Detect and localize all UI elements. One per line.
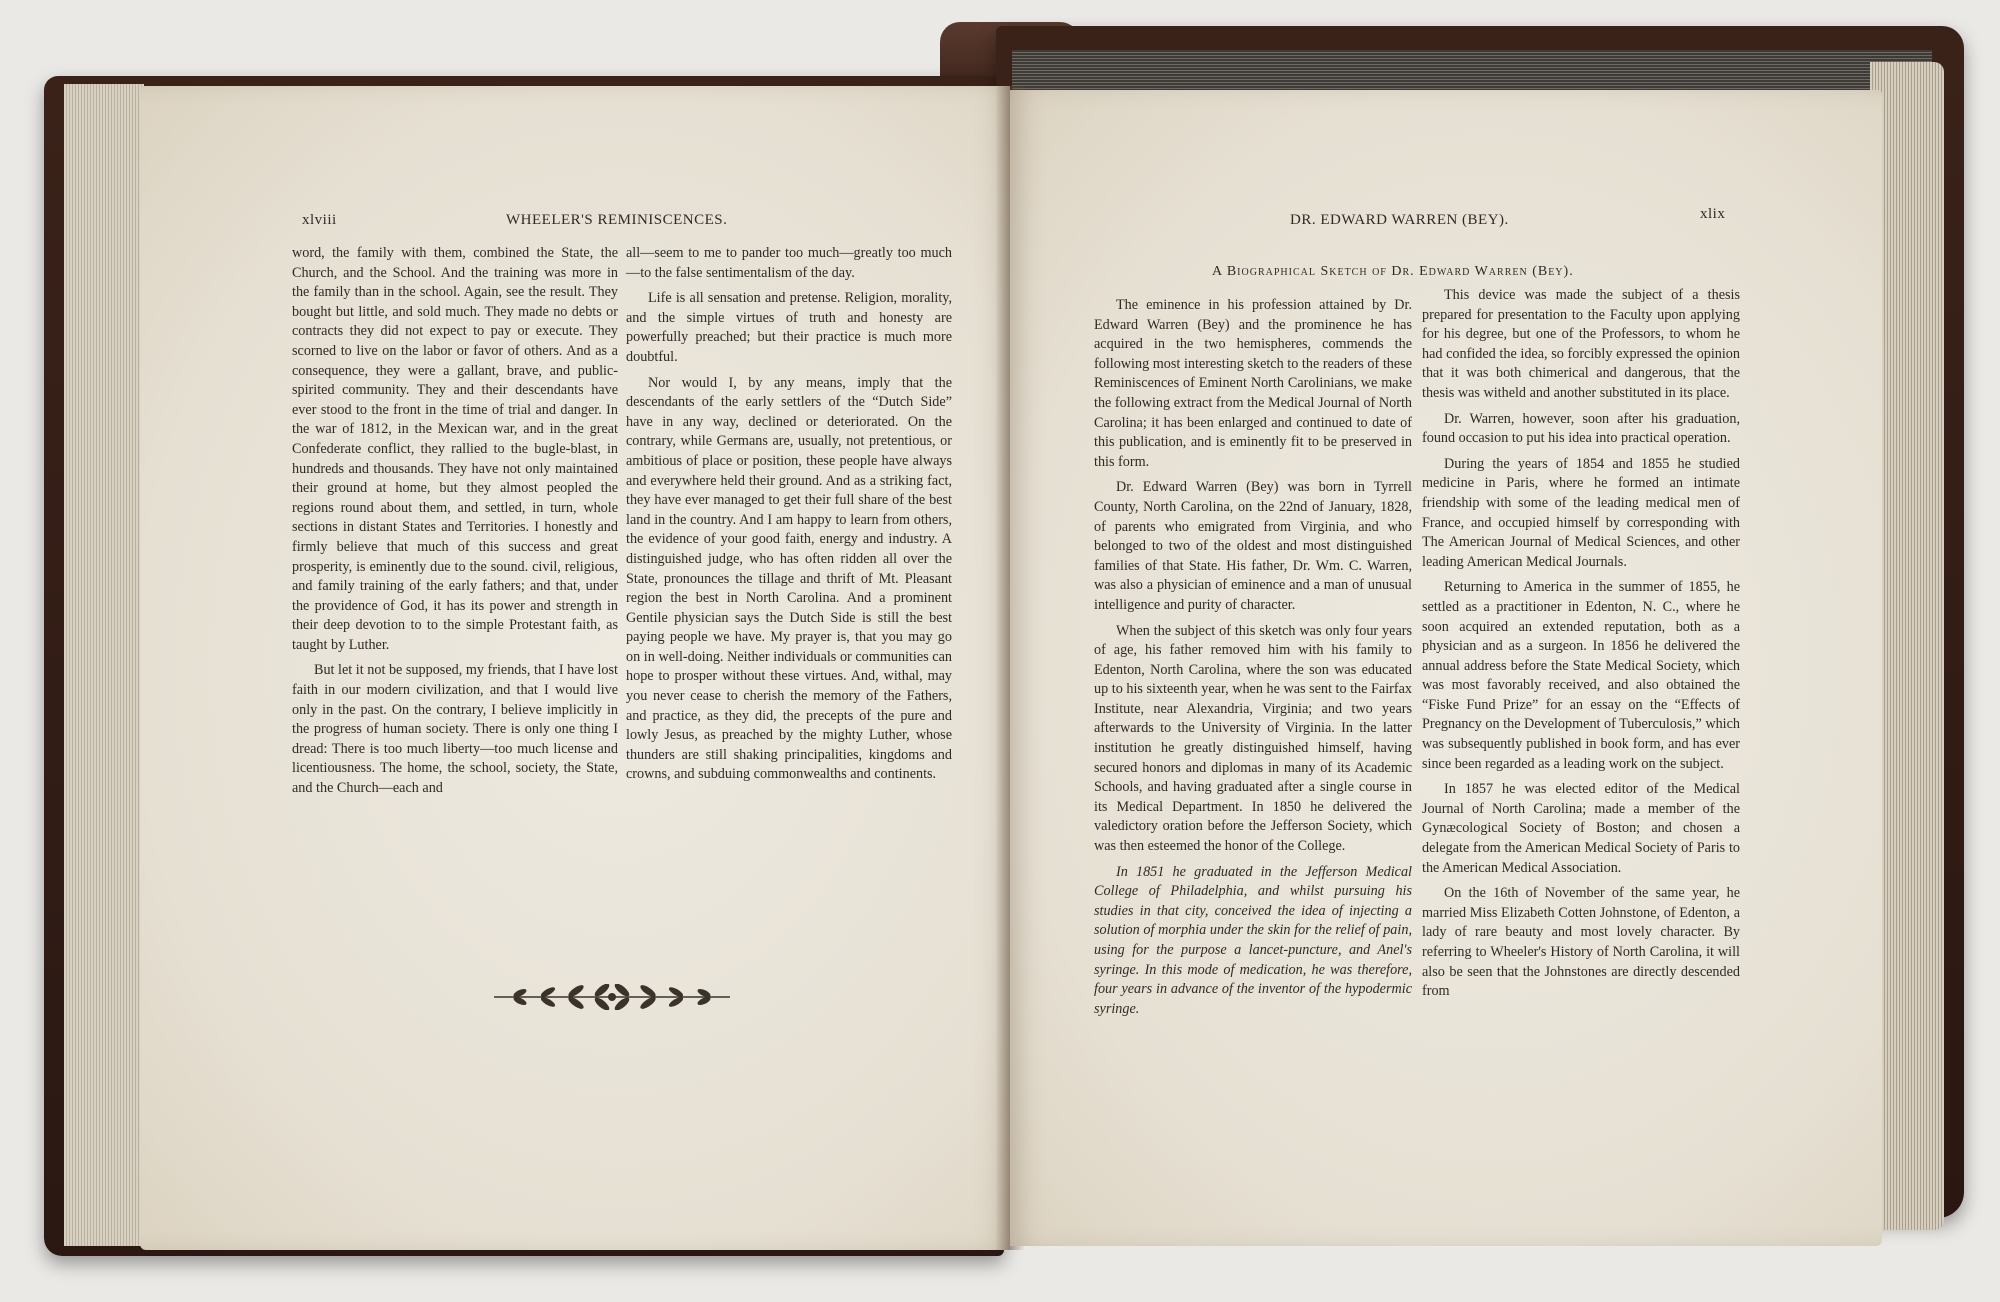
paragraph: On the 16th of November of the same year, he married Miss Elizabeth Cotten Johnstone, of Edenton, a lady of rare beauty and most lovely character. By referring to Wheeler's History of North Carolina, it will also be seen that the Johnstones are directly descended from [1422, 885, 1740, 1000]
sketch-title: A Biographical Sketch of Dr. Edward Warren (Bey). [1212, 264, 1574, 279]
right-page-number: xlix [1700, 206, 1726, 222]
paragraph: Nor would I, by any means, imply that the descendants of the early settlers of the “Dutch Side” have in any way, declined or deteriorated. On the contrary, while Germans are, usually, not pretentious, or ambitious of place or position, these people have always and everywhere held their ground. And as a striking fact, they have ever managed to get their full share of the best land in the country. And I am happy to learn from others, the evidence of your good faith, energy and industry. A distinguished judge, who has often ridden all over the State, pronounces the tillage and thrift of Mt. Pleasant region the best in North Carolina. And a prominent Gentile physician says the Dutch Side is still the best paying people we have. My prayer is, that you may go on in well-doing. Neither individuals or communities can hope to prosper without these virtues. And, withal, may you never cease to cherish the memory of the Fathers, and practice, as they did, the precepts of the pure and lowly Jesus, as preached by the mighty Luther, whose thunders are still shaking principalities, kingdoms and crowns, and subduing commonwealths and continents. [626, 374, 952, 783]
left-page-column-2 [626, 244, 952, 791]
left-page-column-1 [292, 244, 618, 805]
paragraph: Dr. Edward Warren (Bey) was born in Tyrrell County, North Carolina, on the 22nd of January, 1828, of parents who emigrated from Virginia, and who belonged to two of the oldest and most distinguished families of that State. His father, Dr. Wm. C. Warren, was also a physician of eminence and a man of unusual intelligence and purity of character. [1094, 479, 1412, 613]
left-page [140, 86, 1010, 1250]
paragraph: But let it not be supposed, my friends, that I have lost faith in our modern civilization, and that I would live only in the past. On the contrary, I believe implicitly in the progress of human society. There is only one thing I dread: There is too much liberty—too much license and licentiousness. The home, the school, society, the State, and the Church—each and [292, 662, 618, 797]
paragraph: Dr. Warren, however, soon after his graduation, found occasion to put his idea into practical operation. [1422, 410, 1740, 447]
page-stack-left [64, 84, 144, 1246]
paragraph: In 1851 he graduated in the Jefferson Medical College of Philadelphia, and whilst pursuing his studies in that city, conceived the idea of injecting a solution of morphia under the skin for the relief of pain, using for the purpose a lancet-puncture, and Anel's syringe. In this mode of medication, he was therefore, four years in advance of the inventor of the hypodermic syringe. [1094, 863, 1412, 1017]
page-block-top-edge [1012, 50, 1932, 94]
left-page-number: xlviii [302, 212, 337, 228]
paragraph: This device was made the subject of a thesis prepared for presentation to the Faculty upon applying for his degree, but one of the Professors, to whom he had confided the idea, so forcibly expressed the opinion that it was both chimerical and dangerous, that the thesis was witheld and another substituted in its place. [1422, 287, 1740, 401]
left-running-head: WHEELER'S REMINISCENCES. [506, 212, 728, 228]
floral-ornament-icon [490, 984, 734, 1010]
paragraph: word, the family with them, combined the State, the Church, and the School. And the training was more in the family than in the school. Again, see the result. They bought but little, and sold much. They made no debts or contracts they did not expect to pay or execute. They scorned to live on the labor or favor of others. And as a consequence, they were a gallant, brave, and public-spirited community. They and their descendants have ever stood to the front in the time of trial and danger. In the war of 1812, in the Mexican war, and in the great Confederate conflict, they rallied to the bugle-blast, in hundreds and thousands. They have not only maintained their ground at home, but they almost peopled the regions round about them, and settled, in turn, whole sections in distant States and Territories. I honestly and firmly believe that much of this success and great prosperity, is eminently due to the sound. civil, religious, and family training of the early fathers; and that, under the providence of God, it has its power and strength in their deep devotion to to the simple Protestant faith, as taught by Luther. [292, 245, 618, 653]
paragraph: When the subject of this sketch was only four years of age, his father removed him with his family to Edenton, North Carolina, where the son was educated up to his sixteenth year, when he was sent to the Fairfax Institute, near Alexandria, Virginia; and two years afterwards to the University of Virginia. In the latter institution he greatly distinguished himself, having secured honors and diplomas in many of its Academic Schools, and having graduated after a single course in its Medical Department. In 1850 he delivered the valedictory oration before the Jefferson Society, which was then esteemed the honor of the College. [1094, 622, 1412, 855]
right-page-column-2 [1422, 286, 1740, 1008]
right-running-head: DR. EDWARD WARREN (BEY). [1290, 212, 1509, 228]
paragraph: Life is all sensation and pretense. Religion, morality, and the simple virtues of truth and honesty are powerfully preached; but their practice is much more doubtful. [626, 290, 952, 365]
right-page [1010, 90, 1882, 1246]
paragraph: Returning to America in the summer of 1855, he settled as a practitioner in Edenton, N. C., where he soon acquired an extended reputation, both as a physician and as a surgeon. In 1856 he delivered the annual address before the State Medical Society, which was most favorably received, and also obtained the “Fiske Fund Prize” for an essay on the “Effects of Pregnancy on the Development of Tuberculosis,” which was subsequently published in book form, and has ever since been regarded as a leading work on the subject. [1422, 579, 1740, 772]
paragraph: The eminence in his profession attained by Dr. Edward Warren (Bey) and the prominence he has acquired in the two hemispheres, commends the following most interesting sketch to the readers of these Reminiscences of Eminent North Carolinians, we make the following extract from the Medical Journal of North Carolina; it has been enlarged and continued to date of this publication, and is eminently fit to be preserved in this form. [1094, 297, 1412, 470]
paragraph: In 1857 he was elected editor of the Medical Journal of North Carolina; made a member of the Gynæcological Society of Boston; and chosen a delegate from the American Medical Society of Paris to the American Medical Association. [1422, 781, 1740, 876]
paragraph: all—seem to me to pander too much—greatly too much—to the false sentimentalism of the day. [626, 245, 952, 281]
right-page-column-1 [1094, 296, 1412, 1025]
paragraph: During the years of 1854 and 1855 he studied medicine in Paris, where he formed an intimate friendship with some of the leading medical men of France, and occupied himself by corresponding with The American Journal of Medical Sciences, and other leading American Medical Journals. [1422, 455, 1740, 570]
